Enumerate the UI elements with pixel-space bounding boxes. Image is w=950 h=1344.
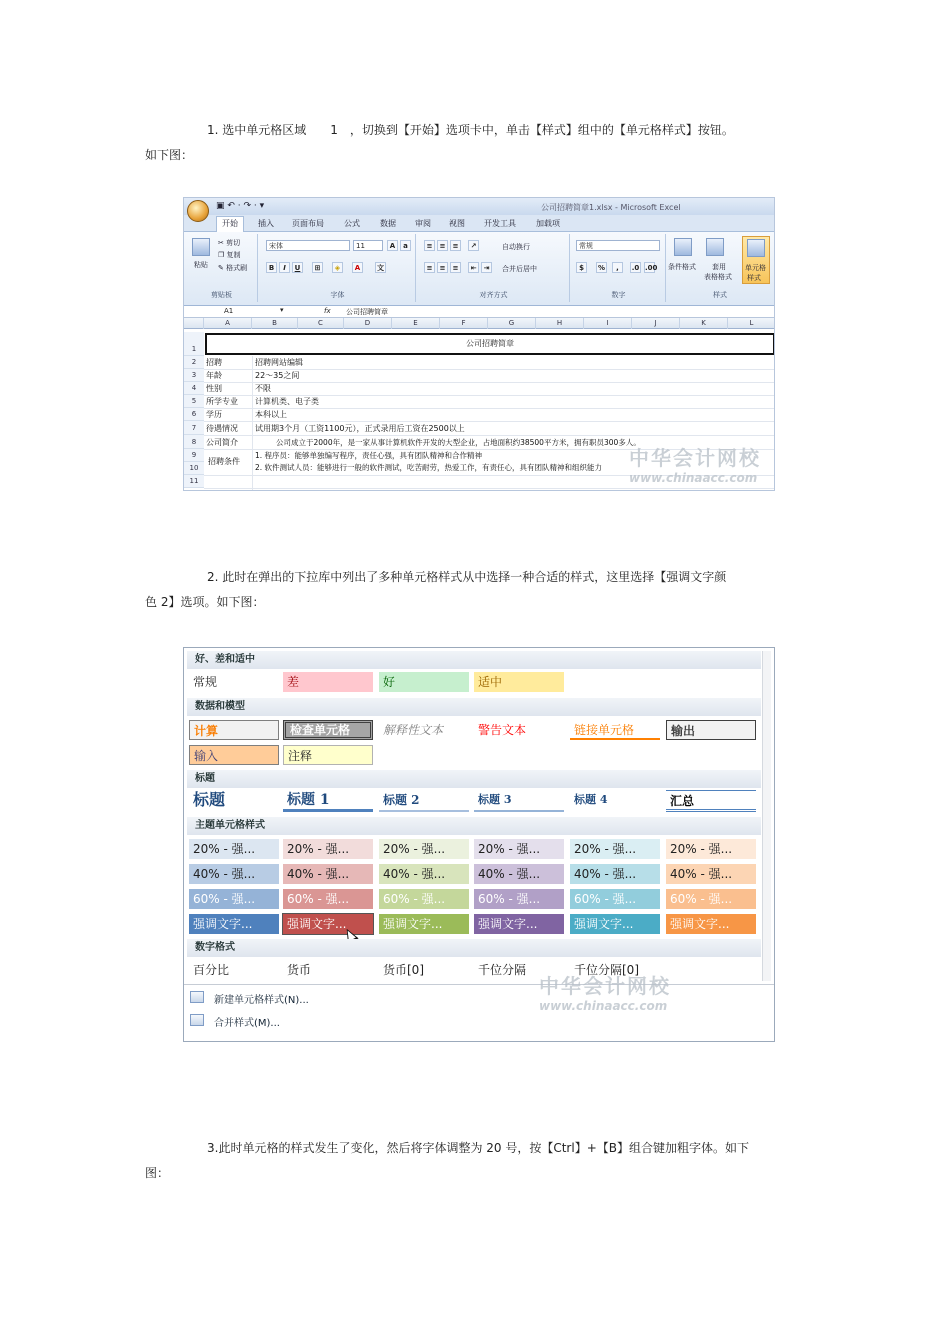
name-box-dropdown-icon[interactable]: ▾ — [280, 306, 284, 314]
italic-button[interactable]: I — [279, 262, 290, 273]
paragraph-2 — [145, 565, 810, 615]
column-header[interactable]: B — [252, 318, 298, 329]
row-header[interactable]: 7 — [184, 421, 204, 435]
watermark: 中华会计网校 www.chinaacc.com — [629, 446, 761, 485]
tab-review[interactable]: 审阅 — [415, 219, 431, 228]
style-20-accent3[interactable]: 20% - 强... — [379, 839, 469, 859]
menu-divider — [184, 984, 775, 985]
bold-button[interactable]: B — [266, 262, 277, 273]
style-check-cell[interactable]: 检查单元格 — [283, 720, 373, 740]
fill-color-button[interactable]: ◈ — [332, 262, 343, 273]
column-header[interactable]: I — [584, 318, 632, 329]
tab-addins[interactable]: 加载项 — [536, 219, 560, 228]
align-middle-button[interactable]: ≡ — [437, 240, 448, 251]
cut-button[interactable]: ✂ 剪切 — [218, 239, 241, 247]
paragraph-2-line-2: 色 2】选项。如下图： — [145, 595, 265, 609]
merge-styles-icon — [190, 1014, 204, 1026]
label-cell[interactable]: 学历 — [206, 410, 222, 419]
shrink-font-button[interactable]: a — [400, 240, 411, 251]
style-accent4[interactable]: 强调文字... — [474, 914, 564, 934]
group-clipboard — [186, 234, 258, 302]
column-headers — [184, 318, 774, 329]
style-60-accent3[interactable]: 60% - 强... — [379, 889, 469, 909]
style-20-accent5[interactable]: 20% - 强... — [570, 839, 660, 859]
style-comma[interactable]: 千位分隔 — [478, 963, 527, 977]
cell-styles-icon — [747, 239, 765, 257]
grow-font-button[interactable]: A — [387, 240, 398, 251]
column-header[interactable]: D — [344, 318, 392, 329]
number-format-select[interactable]: 常规 — [576, 240, 660, 251]
phonetic-button[interactable]: 文 — [377, 264, 384, 272]
section-titles: 标题 — [187, 770, 761, 788]
style-40-accent5[interactable]: 40% - 强... — [570, 864, 660, 884]
function-icon[interactable]: fx — [324, 307, 331, 315]
style-linked-cell[interactable]: 链接单元格 — [570, 720, 660, 740]
paragraph-1-line-1: 1. 选中单元格区域 1 ，切换到【开始】选项卡中，单击【样式】组中的【单元格样式】按钮。 — [207, 123, 734, 137]
clipboard-group-label: 剪贴板 — [211, 291, 232, 299]
tab-insert[interactable]: 插入 — [258, 219, 274, 228]
column-header[interactable]: K — [680, 318, 728, 329]
value-cell[interactable]: 1. 程序员：能够单独编写程序，责任心强，具有团队精神和合作精神 — [255, 451, 483, 460]
column-header[interactable]: E — [392, 318, 440, 329]
group-styles — [668, 234, 772, 302]
section-theme-styles: 主题单元格样式 — [187, 817, 761, 835]
copy-icon: ❐ — [218, 251, 225, 259]
ribbon-tabs — [184, 215, 774, 232]
tab-page-layout[interactable]: 页面布局 — [292, 219, 324, 228]
style-20-accent1[interactable]: 20% - 强... — [189, 839, 279, 859]
label-cell[interactable]: 所学专业 — [206, 397, 238, 406]
ribbon — [184, 232, 774, 306]
currency-button[interactable]: $ — [576, 262, 587, 273]
style-heading-3[interactable]: 标题 3 — [474, 790, 564, 812]
style-60-accent6[interactable]: 60% - 强... — [666, 889, 756, 909]
gallery-scrollbar[interactable] — [762, 651, 771, 981]
label-cell[interactable]: 年龄 — [206, 371, 222, 380]
style-neutral[interactable]: 适中 — [474, 672, 564, 692]
column-header[interactable]: J — [632, 318, 680, 329]
value-cell[interactable]: 2. 软件测试人员：能够进行一般的软件测试，吃苦耐劳，热爱工作，有责任心，具有团队精神和组织能力 — [255, 463, 603, 472]
style-bad[interactable]: 差 — [283, 672, 373, 692]
column-header[interactable]: H — [536, 318, 584, 329]
style-accent3[interactable]: 强调文字... — [379, 914, 469, 934]
column-header[interactable]: C — [298, 318, 344, 329]
column-header[interactable]: L — [728, 318, 775, 329]
font-group-label: 字体 — [330, 291, 345, 299]
style-accent2[interactable]: 强调文字... — [283, 914, 373, 934]
tab-view[interactable]: 视图 — [449, 219, 465, 228]
style-40-accent3[interactable]: 40% - 强... — [379, 864, 469, 884]
scissors-icon: ✂ — [218, 239, 224, 247]
style-heading-4[interactable]: 标题 4 — [574, 793, 608, 806]
decrease-decimal-button[interactable]: .00 — [645, 264, 658, 272]
percent-button[interactable]: % — [597, 264, 605, 272]
paste-label: 粘贴 — [194, 261, 208, 269]
number-group-label: 数字 — [611, 291, 626, 299]
style-40-accent6[interactable]: 40% - 强... — [666, 864, 756, 884]
decrease-indent-button[interactable]: ⇤ — [468, 262, 479, 273]
title-cell[interactable]: 公司招聘简章 — [205, 333, 775, 355]
row-header[interactable]: 8 — [184, 435, 204, 449]
style-60-accent4[interactable]: 60% - 强... — [474, 889, 564, 909]
paragraph-3-line-1: 3.此时单元格的样式发生了变化，然后将字体调整为 20 号，按【Ctrl】+【B】组合键加粗字体。如下 — [207, 1141, 749, 1155]
office-button[interactable] — [187, 200, 209, 222]
font-name-select[interactable]: 宋体 — [266, 240, 350, 251]
style-60-accent5[interactable]: 60% - 强... — [570, 889, 660, 909]
font-size-select[interactable]: 11 — [353, 240, 383, 251]
style-60-accent1[interactable]: 60% - 强... — [189, 889, 279, 909]
style-note[interactable]: 注释 — [283, 745, 373, 765]
tab-formulas[interactable]: 公式 — [344, 219, 360, 228]
tab-home[interactable]: 开始 — [216, 216, 244, 232]
row-header[interactable]: 10 — [184, 462, 204, 475]
style-40-accent2[interactable]: 40% - 强... — [283, 864, 373, 884]
conditional-format-label: 条件格式 — [668, 263, 696, 271]
style-input[interactable]: 输入 — [189, 745, 279, 765]
title-bar — [184, 198, 774, 215]
font-color-button[interactable]: A — [352, 262, 363, 273]
label-cell[interactable]: 招聘条件 — [208, 457, 240, 466]
new-cell-style-menu-item[interactable]: 新建单元格样式(N)... — [214, 995, 309, 1006]
style-20-accent4[interactable]: 20% - 强... — [474, 839, 564, 859]
style-20-accent6[interactable]: 20% - 强... — [666, 839, 756, 859]
style-total[interactable]: 汇总 — [666, 790, 756, 812]
section-data-model: 数据和模型 — [187, 698, 761, 716]
align-left-button[interactable]: ≡ — [424, 262, 435, 273]
excel-screenshot — [183, 197, 775, 491]
value-cell[interactable]: 试用期3个月（工资1100元），正式录用后工资在2500以上 — [255, 424, 465, 433]
style-normal[interactable]: 常规 — [193, 675, 218, 689]
conditional-format-icon[interactable] — [674, 238, 692, 256]
value-cell[interactable]: 招聘网站编辑 — [255, 358, 303, 367]
section-number-format: 数字格式 — [187, 939, 761, 957]
cell-styles-label: 单元格 — [745, 264, 766, 272]
value-cell[interactable]: 本科以上 — [255, 410, 287, 419]
style-percent[interactable]: 百分比 — [193, 963, 230, 977]
quick-access-toolbar[interactable]: ▣ ↶ · ↷ · ▾ — [216, 201, 265, 211]
copy-button[interactable]: ❐ 复制 — [218, 251, 241, 259]
align-bottom-button[interactable]: ≡ — [450, 240, 461, 251]
format-as-table-label: 套用 — [712, 263, 726, 271]
style-60-accent2[interactable]: 60% - 强... — [283, 889, 373, 909]
row-header[interactable]: 1 — [184, 332, 204, 356]
new-style-icon — [190, 991, 204, 1003]
paragraph-3 — [145, 1136, 810, 1186]
style-heading-2[interactable]: 标题 2 — [379, 790, 469, 812]
style-accent1[interactable]: 强调文字... — [189, 914, 279, 934]
label-cell[interactable]: 待遇情况 — [206, 424, 238, 433]
align-top-button[interactable]: ≡ — [424, 240, 435, 251]
orientation-button[interactable]: ↗ — [468, 240, 479, 251]
row-header[interactable]: 6 — [184, 408, 204, 421]
row-header[interactable]: 11 — [184, 475, 204, 488]
row-header[interactable]: 3 — [184, 369, 204, 382]
formula-bar — [184, 306, 774, 318]
style-warning[interactable]: 警告文本 — [478, 723, 527, 737]
increase-decimal-button[interactable]: .0 — [631, 264, 640, 272]
style-calculation[interactable]: 计算 — [189, 720, 279, 740]
paragraph-3-line-2: 图： — [145, 1166, 170, 1180]
section-good-bad-neutral: 好、差和适中 — [187, 651, 761, 669]
column-header[interactable]: G — [488, 318, 536, 329]
group-font — [260, 234, 416, 302]
window-title: 公司招聘简章1.xlsx - Microsoft Excel — [541, 203, 681, 212]
style-currency-0[interactable]: 货币[0] — [383, 963, 424, 977]
style-20-accent2[interactable]: 20% - 强... — [283, 839, 373, 859]
cell-styles-label-2: 样式 — [747, 274, 761, 282]
align-right-button[interactable]: ≡ — [450, 262, 461, 273]
style-heading-1[interactable]: 标题 1 — [283, 790, 373, 812]
label-cell[interactable]: 公司简介 — [206, 438, 238, 447]
underline-button[interactable]: U — [292, 262, 303, 273]
increase-indent-button[interactable]: ⇥ — [481, 262, 492, 273]
column-header[interactable]: A — [204, 318, 252, 329]
tab-developer[interactable]: 开发工具 — [484, 219, 516, 228]
group-number — [572, 234, 666, 302]
style-accent6[interactable]: 强调文字... — [666, 914, 756, 934]
name-box[interactable]: A1 — [224, 307, 234, 315]
paragraph-2-line-1: 2. 此时在弹出的下拉库中列出了多种单元格样式从中选择一种合适的样式，这里选择【强调文字颜 — [207, 570, 727, 584]
style-comma-0[interactable]: 千位分隔[0] — [574, 963, 639, 977]
formula-input[interactable]: 公司招聘简章 — [346, 308, 388, 316]
paragraph-1-line-2: 如下图： — [145, 148, 194, 162]
alignment-group-label: 对齐方式 — [479, 291, 508, 299]
style-title[interactable]: 标题 — [193, 790, 226, 809]
border-button[interactable]: ⊞ — [312, 262, 323, 273]
style-currency[interactable]: 货币 — [287, 963, 312, 977]
watermark: 中华会计网校 www.chinaacc.com — [539, 974, 671, 1013]
value-cell[interactable]: 计算机类、电子类 — [255, 397, 319, 406]
style-good[interactable]: 好 — [379, 672, 469, 692]
brush-icon: ✎ — [218, 264, 224, 272]
styles-group-label: 样式 — [713, 291, 727, 299]
value-cell[interactable]: 22～35之间 — [255, 371, 300, 380]
cell-styles-button[interactable] — [742, 236, 770, 284]
select-all-corner[interactable] — [184, 318, 204, 329]
value-cell[interactable]: 公司成立于2000年，是一家从事计算机软件开发的大型企业，占地面积约38500平方米，拥有职员300多人。 — [276, 438, 641, 447]
merge-center-button[interactable]: 合并后居中 — [502, 265, 537, 273]
format-as-table-icon[interactable] — [706, 238, 724, 256]
align-center-button[interactable]: ≡ — [437, 262, 448, 273]
format-as-table-label-2: 表格格式 — [704, 273, 732, 281]
style-40-accent1[interactable]: 40% - 强... — [189, 864, 279, 884]
paragraph-1 — [145, 118, 810, 168]
merge-styles-menu-item[interactable]: 合并样式(M)... — [214, 1018, 280, 1029]
value-cell[interactable]: 不限 — [255, 384, 271, 393]
wrap-text-button[interactable]: 自动换行 — [502, 243, 530, 251]
format-painter-button[interactable]: ✎ 格式刷 — [218, 264, 248, 272]
paste-icon[interactable] — [192, 238, 210, 256]
column-header[interactable]: F — [440, 318, 488, 329]
style-output[interactable]: 输出 — [666, 720, 756, 740]
style-accent5[interactable]: 强调文字... — [570, 914, 660, 934]
style-40-accent4[interactable]: 40% - 强... — [474, 864, 564, 884]
row-header[interactable]: 4 — [184, 382, 204, 395]
style-explanatory[interactable]: 解释性文本 — [383, 723, 444, 737]
cell-styles-gallery — [183, 647, 775, 1042]
group-alignment — [418, 234, 570, 302]
label-cell[interactable]: 招聘 — [206, 358, 222, 367]
tab-data[interactable]: 数据 — [380, 219, 396, 228]
row-header[interactable]: 9 — [184, 449, 204, 462]
label-cell[interactable]: 性别 — [206, 384, 222, 393]
comma-button[interactable]: , — [612, 262, 623, 273]
row-header[interactable]: 5 — [184, 395, 204, 408]
row-header[interactable]: 2 — [184, 356, 204, 369]
